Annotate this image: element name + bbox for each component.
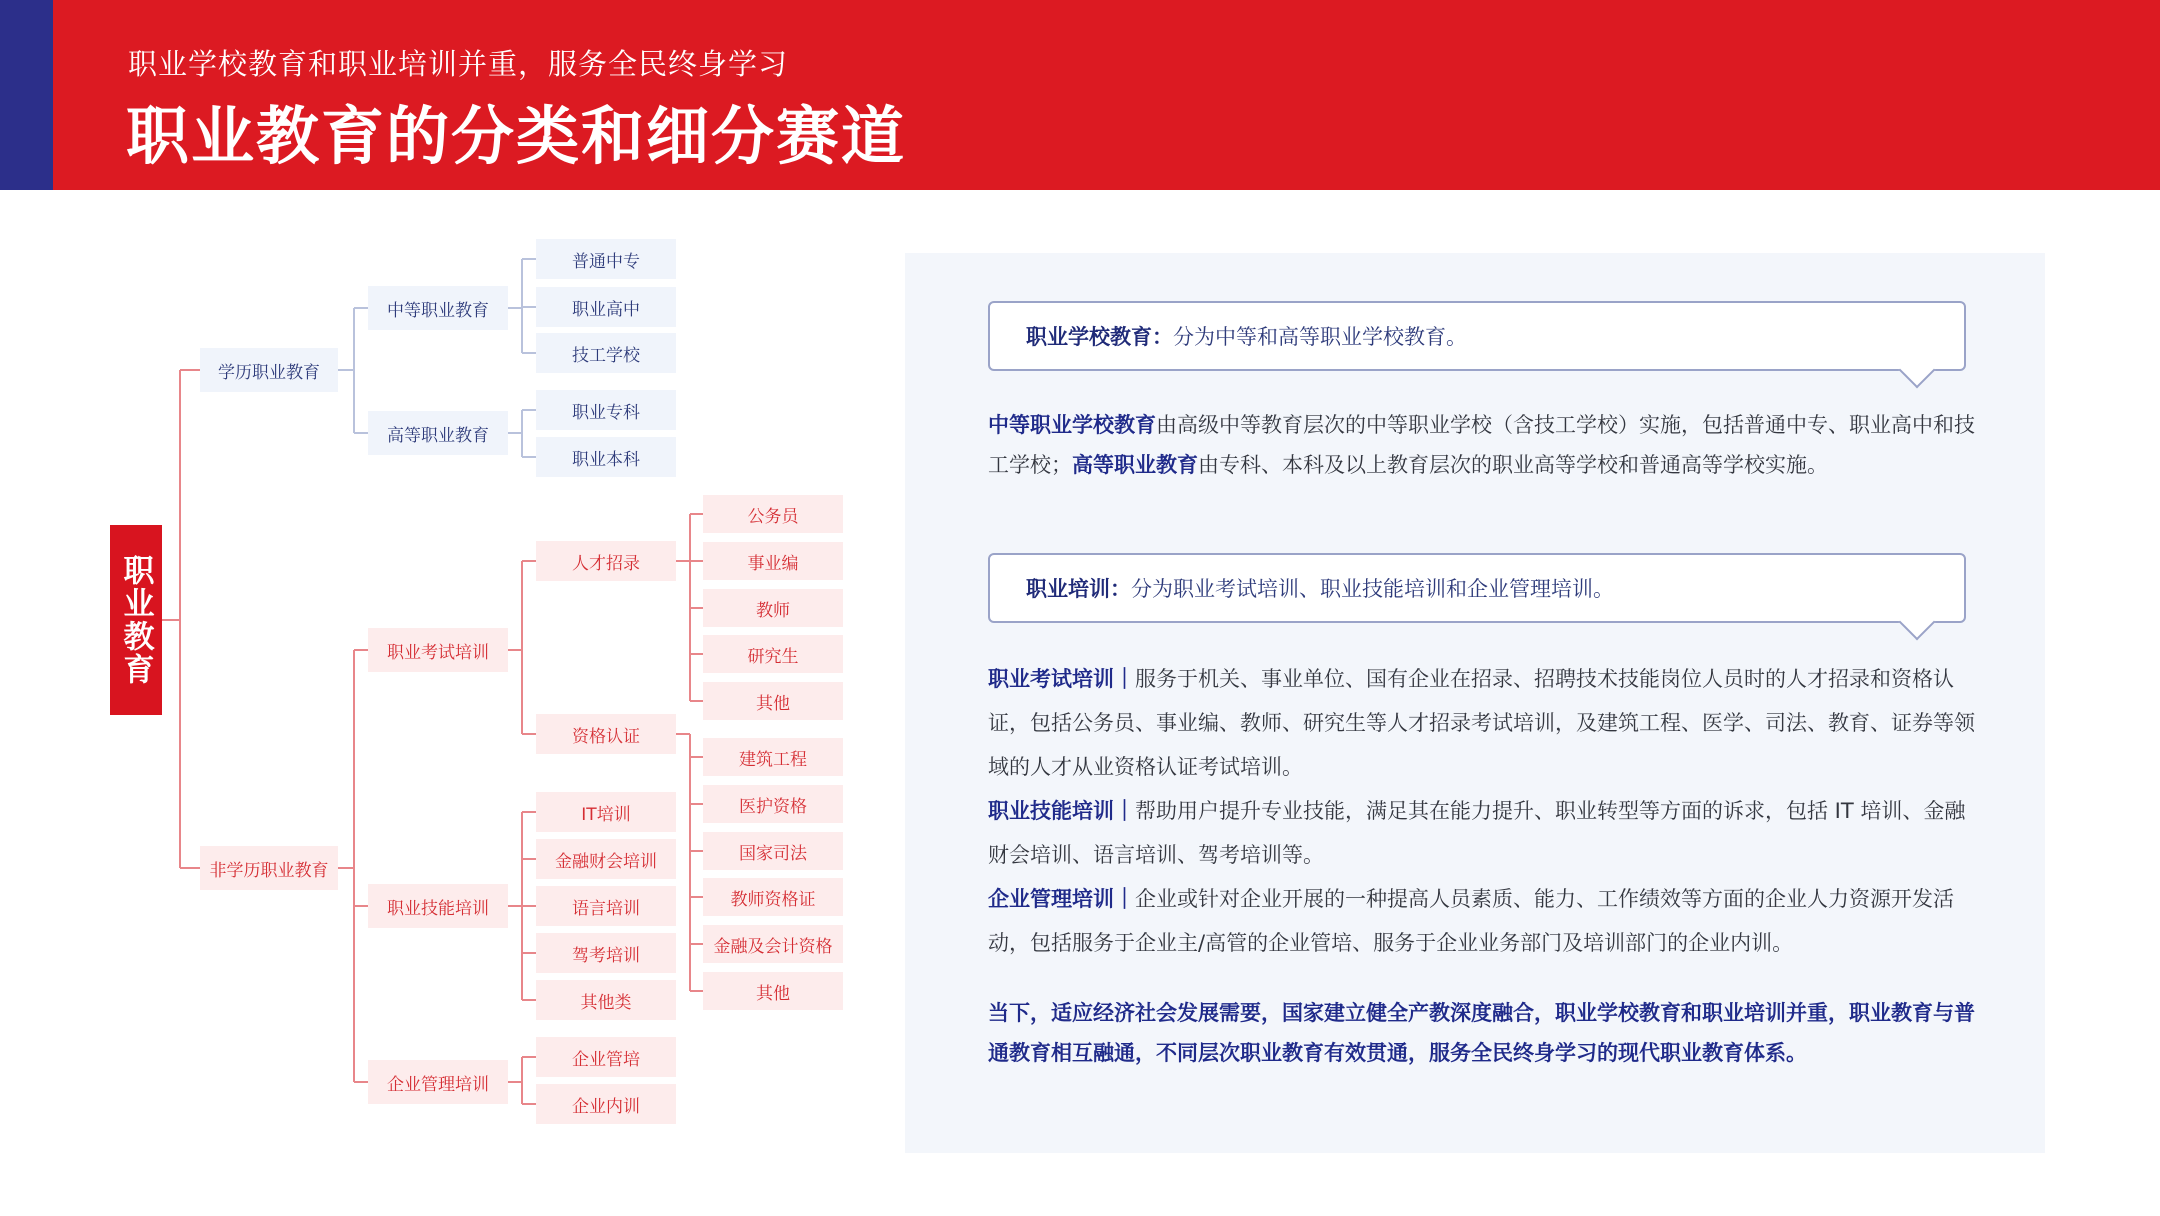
- node-leaf-cert-1: 建筑工程: [703, 738, 843, 776]
- node-exam-training: 职业考试培训: [368, 628, 508, 672]
- callout-text: 分为职业考试培训、职业技能培训和企业管理培训。: [1131, 577, 1614, 601]
- connector-academic: [338, 308, 368, 433]
- node-leaf-skill-5: 其他类: [536, 980, 676, 1020]
- node-secondary-vocational: 中等职业教育: [368, 286, 508, 330]
- paragraph-text: 服务于机关、事业单位、国有企业在招录、招聘技术技能岗位人员时的人才招录和资格认证，包括公务员、事业编、教师、研究生等人才招录考试培训，及建筑工程、医学、司法、教育、证券等领域的人才从业资格认证考试培训。: [988, 667, 1975, 779]
- node-leaf-secondary-2: 职业高中: [536, 287, 676, 327]
- node-leaf-skill-1: IT培训: [536, 792, 676, 832]
- node-academic-vocational: 学历职业教育: [200, 348, 338, 392]
- paragraph-enterprise-training: [988, 877, 1978, 965]
- node-leaf-recruit-5: 其他: [703, 682, 843, 720]
- callout-text: 分为中等和高等职业学校教育。: [1173, 325, 1467, 349]
- separator: ｜: [1114, 667, 1135, 691]
- connector-higher: [508, 410, 536, 457]
- node-leaf-skill-4: 驾考培训: [536, 933, 676, 973]
- node-leaf-higher-1: 职业专科: [536, 390, 676, 430]
- callout-vocational-training: [988, 553, 1966, 623]
- node-leaf-recruit-1: 公务员: [703, 495, 843, 533]
- paragraph-exam-training: [988, 657, 1978, 789]
- node-leaf-cert-4: 教师资格证: [703, 878, 843, 916]
- connector-non-academic: [338, 650, 368, 1082]
- connector-root-non-academic: [162, 620, 200, 868]
- keyword: 职业技能培训: [988, 799, 1114, 823]
- keyword: 企业管理培训: [988, 887, 1114, 911]
- page-subtitle: 职业学校教育和职业培训并重，服务全民终身学习: [128, 47, 789, 81]
- paragraph-text: 企业或针对企业开展的一种提高人员素质、能力、工作绩效等方面的企业人力资源开发活动，包括服务于企业主/高管的企业管培、服务于企业业务部门及培训部门的企业内训。: [988, 887, 1954, 955]
- node-leaf-skill-3: 语言培训: [536, 886, 676, 926]
- separator: ｜: [1114, 799, 1135, 823]
- callout-term: 职业学校教育：: [1026, 325, 1173, 349]
- node-enterprise-training: 企业管理培训: [368, 1060, 508, 1104]
- node-leaf-cert-2: 医护资格: [703, 785, 843, 823]
- node-leaf-recruit-4: 研究生: [703, 635, 843, 673]
- callout-term: 职业培训：: [1026, 577, 1131, 601]
- node-leaf-secondary-3: 技工学校: [536, 333, 676, 373]
- node-leaf-higher-2: 职业本科: [536, 437, 676, 477]
- separator: ｜: [1114, 887, 1135, 911]
- node-leaf-recruit-3: 教师: [703, 589, 843, 627]
- tree-root-node: 职业教育: [110, 525, 162, 715]
- keyword: 高等职业教育: [1072, 453, 1198, 477]
- callout-tail: [1899, 604, 1936, 641]
- node-qualification-cert: 资格认证: [536, 714, 676, 754]
- node-skills-training: 职业技能培训: [368, 884, 508, 928]
- paragraph-text: 帮助用户提升专业技能，满足其在能力提升、职业转型等方面的诉求，包括 IT 培训、金融财会培训、语言培训、驾考培训等。: [988, 799, 1966, 867]
- paragraph-school-education: [988, 405, 1978, 485]
- page-title: 职业教育的分类和细分赛道: [126, 100, 906, 173]
- node-leaf-cert-5: 金融及会计资格: [703, 925, 843, 963]
- connector-exam: [508, 561, 536, 734]
- node-higher-vocational: 高等职业教育: [368, 411, 508, 455]
- node-non-academic-vocational: 非学历职业教育: [200, 846, 338, 890]
- paragraph-text: 由专科、本科及以上教育层次的职业高等学校和普通高等学校实施。: [1198, 453, 1828, 477]
- keyword: 职业考试培训: [988, 667, 1114, 691]
- keyword: 中等职业学校教育: [988, 413, 1156, 437]
- connector-cert: [676, 734, 703, 991]
- explanation-panel: [905, 253, 2045, 1153]
- node-leaf-enterprise-1: 企业管培: [536, 1037, 676, 1077]
- paragraph-text: 由高级中等教育层次的中等职业学校（含技工学校）实施，包括普通中专、职业高中和技工学校；: [988, 413, 1975, 477]
- callout-tail: [1899, 352, 1936, 389]
- callout-vocational-school: [988, 301, 1966, 371]
- connector-enterprise: [508, 1057, 536, 1104]
- conclusion-paragraph: 当下，适应经济社会发展需要，国家建立健全产教深度融合，职业学校教育和职业培训并重，职业教育与普通教育相互融通，不同层次职业教育有效贯通，服务全民终身学习的现代职业教育体系。: [988, 1001, 1975, 1065]
- node-leaf-secondary-1: 普通中专: [536, 239, 676, 279]
- node-leaf-cert-3: 国家司法: [703, 832, 843, 870]
- connector-skills: [508, 812, 536, 1000]
- connector-recruit: [676, 514, 703, 701]
- paragraph-skills-training: [988, 789, 1978, 877]
- node-talent-recruitment: 人才招录: [536, 541, 676, 581]
- node-leaf-cert-6: 其他: [703, 972, 843, 1010]
- node-leaf-enterprise-2: 企业内训: [536, 1084, 676, 1124]
- connector-secondary: [508, 259, 536, 353]
- connector-root-academic: [162, 370, 200, 620]
- node-leaf-skill-2: 金融财会培训: [536, 839, 676, 879]
- node-leaf-recruit-2: 事业编: [703, 542, 843, 580]
